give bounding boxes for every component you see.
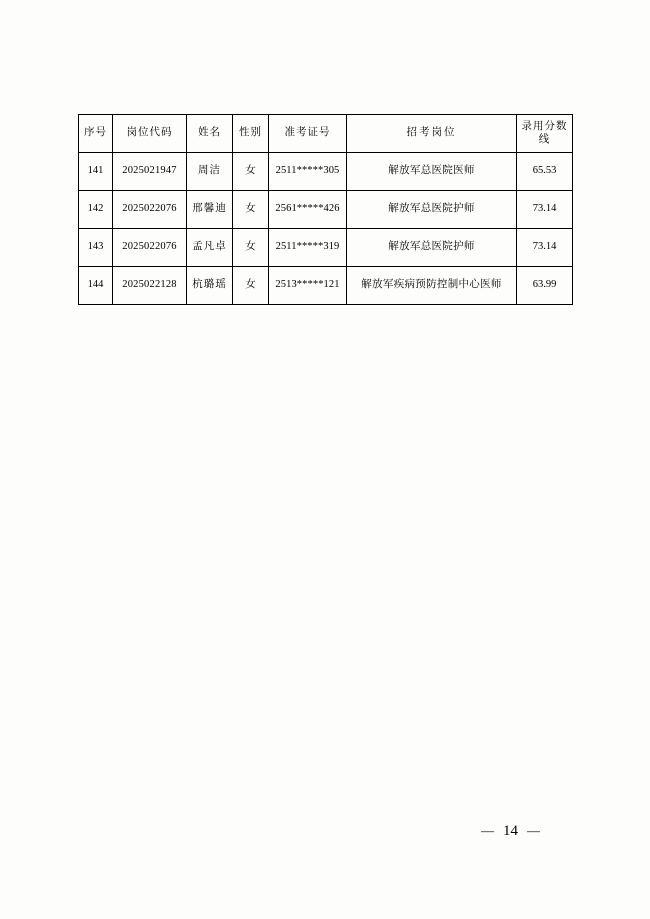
cell-post-code: 2025022076 bbox=[113, 191, 187, 229]
cell-name: 邢馨迪 bbox=[187, 191, 233, 229]
cell-gender: 女 bbox=[233, 153, 269, 191]
cell-position: 解放军总医院医师 bbox=[347, 153, 517, 191]
table-row bbox=[79, 153, 573, 191]
cell-gender: 女 bbox=[233, 191, 269, 229]
cell-gender: 女 bbox=[233, 229, 269, 267]
cell-position: 解放军总医院护师 bbox=[347, 191, 517, 229]
cell-admission-ticket: 2511*****305 bbox=[269, 153, 347, 191]
results-table-container bbox=[78, 114, 572, 305]
column-header-index: 序号 bbox=[79, 115, 113, 153]
column-header-gender: 性别 bbox=[233, 115, 269, 153]
cell-cutoff-score: 63.99 bbox=[517, 267, 573, 305]
cell-cutoff-score: 73.14 bbox=[517, 191, 573, 229]
cell-admission-ticket: 2511*****319 bbox=[269, 229, 347, 267]
column-header-admission-ticket: 准考证号 bbox=[269, 115, 347, 153]
cell-position: 解放军疾病预防控制中心医师 bbox=[347, 267, 517, 305]
cell-index: 141 bbox=[79, 153, 113, 191]
table-row bbox=[79, 229, 573, 267]
column-header-post-code: 岗位代码 bbox=[113, 115, 187, 153]
page-number-group bbox=[472, 822, 549, 840]
page-number: 14 bbox=[503, 823, 518, 839]
cell-admission-ticket: 2561*****426 bbox=[269, 191, 347, 229]
cell-index: 144 bbox=[79, 267, 113, 305]
cell-gender: 女 bbox=[233, 267, 269, 305]
cell-position: 解放军总医院护师 bbox=[347, 229, 517, 267]
cell-cutoff-score: 73.14 bbox=[517, 229, 573, 267]
column-header-cutoff-score: 录用分数线 bbox=[517, 115, 573, 153]
table-row bbox=[79, 267, 573, 305]
column-header-position: 招考岗位 bbox=[347, 115, 517, 153]
cell-index: 142 bbox=[79, 191, 113, 229]
cell-name: 孟凡卓 bbox=[187, 229, 233, 267]
cell-admission-ticket: 2513*****121 bbox=[269, 267, 347, 305]
table-row bbox=[79, 191, 573, 229]
cell-post-code: 2025021947 bbox=[113, 153, 187, 191]
cell-post-code: 2025022076 bbox=[113, 229, 187, 267]
cell-name: 杭璐瑶 bbox=[187, 267, 233, 305]
footer-dash-right: — bbox=[527, 823, 540, 839]
cell-name: 周洁 bbox=[187, 153, 233, 191]
cell-post-code: 2025022128 bbox=[113, 267, 187, 305]
column-header-name: 姓名 bbox=[187, 115, 233, 153]
cell-index: 143 bbox=[79, 229, 113, 267]
cell-cutoff-score: 65.53 bbox=[517, 153, 573, 191]
footer-dash-left: — bbox=[481, 823, 494, 839]
recruitment-results-table bbox=[78, 114, 573, 305]
table-header-row bbox=[79, 115, 573, 153]
